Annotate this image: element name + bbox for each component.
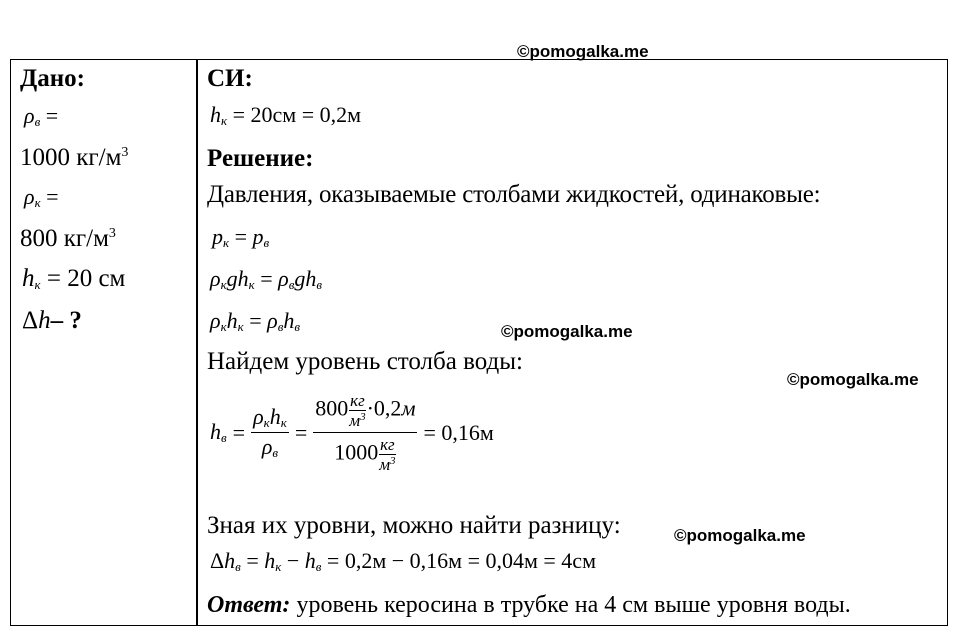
equation-pressures: $p_к = p_в$ <box>212 224 270 250</box>
solution-text-pressures: Давления, оказываемые столбами жидкостей, одинаковые: <box>207 181 821 208</box>
column-divider <box>196 59 198 626</box>
answer: Ответ: уровень керосина в трубке на 4 см выше уровня воды. <box>207 592 851 618</box>
given-height-kerosene: $h_к = 20$ см <box>22 265 126 292</box>
given-rho-kerosene-value: 800 $кг/м^3$ <box>20 225 116 252</box>
given-find: Δh– ? <box>22 307 82 334</box>
watermark-right: ©pomogalka.me <box>787 370 919 389</box>
equation-heights: $\rho_кh_к = \rho_вh_в$ <box>210 308 301 334</box>
solution-heading: Решение: <box>207 145 314 172</box>
watermark-middle: ©pomogalka.me <box>501 322 633 341</box>
equation-pressure-expanded: $\rho_кgh_к = \rho_вgh_в$ <box>210 266 323 292</box>
solution-text-water-level: Найдем уровень столба воды: <box>207 348 523 375</box>
given-rho-water-value: 1000 $кг/м^3$ <box>20 144 129 171</box>
equation-water-height: $h_в$ = $\frac{\rho_кh_к}{\rho_в}$ = 800 $\frac{кг}{м^3}$ ·0,2м 1000 $\frac{кг}{м^3}$ = 0,16м <box>210 391 494 474</box>
given-rho-kerosene: $\rho_к$ = <box>24 184 59 210</box>
si-heading: СИ: <box>207 65 253 92</box>
watermark-bottom: ©pomogalka.me <box>674 526 806 545</box>
given-rho-water: $\rho_в$ = <box>24 103 59 129</box>
given-heading: Дано: <box>20 65 85 92</box>
solution-table <box>10 59 948 626</box>
equation-difference: $\Delta h_в = h_к - h_в = 0,2м - 0,16м = 0,04м = 4см$ <box>210 548 596 574</box>
solution-text-difference: Зная их уровни, можно найти разницу: <box>207 512 621 539</box>
si-conversion: $h_к = 20см = 0,2м$ <box>210 102 362 128</box>
watermark-top: ©pomogalka.me <box>517 42 649 61</box>
